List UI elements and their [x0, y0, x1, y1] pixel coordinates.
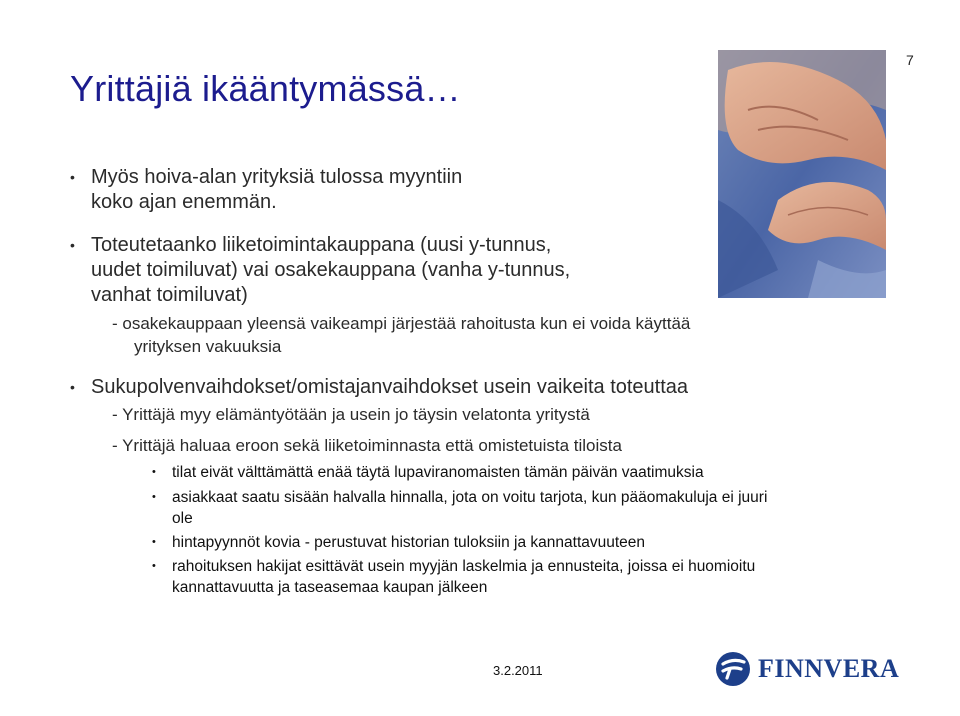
bullet-dot: • [152, 466, 156, 478]
bullet-text-line: Myös hoiva-alan yrityksiä tulossa myyntiin [91, 166, 463, 188]
bullet-dot: • [152, 560, 156, 572]
finnvera-logo [716, 648, 900, 688]
bullet-text-line: koko ajan enemmän. [91, 191, 277, 213]
slide-title: Yrittäjiä ikääntymässä… [70, 68, 461, 109]
photo-hands [718, 50, 886, 298]
sub-bullet-text: tilat eivät välttämättä enää täytä lupaviranomaisten tämän päivän vaatimuksia [172, 464, 704, 481]
bullet-dot: • [152, 536, 156, 548]
bullet-text-line: Sukupolvenvaihdokset/omistajanvaihdokset usein vaikeita toteuttaa [91, 376, 689, 398]
bullet-text-line: uudet toimiluvat) vai osakekauppana (vanha y-tunnus, [91, 259, 571, 281]
sub-item: - Yrittäjä haluaa eroon sekä liiketoiminnasta että omistetuista tiloista [112, 436, 622, 455]
bullet-text-line: Toteutetaanko liiketoimintakauppana (uusi y-tunnus, [91, 234, 552, 256]
slide-date: 3.2.2011 [493, 663, 543, 678]
sub-item-continued: yrityksen vakuuksia [134, 337, 282, 356]
bullet-dot: • [70, 169, 75, 185]
sub-bullet-text: ole [172, 510, 193, 527]
sub-bullet-text: hintapyynnöt kovia - perustuvat historian tuloksiin ja kannattavuuteen [172, 534, 646, 551]
sub-item: - Yrittäjä myy elämäntyötään ja usein jo täysin velatonta yritystä [112, 405, 590, 424]
bullet-dot: • [152, 491, 156, 503]
page-number: 7 [906, 52, 914, 68]
sub-item: - osakekauppaan yleensä vaikeampi järjestää rahoitusta kun ei voida käyttää [112, 314, 691, 333]
sub-bullet-text: kannattavuutta ja taseasemaa kaupan jälkeen [172, 579, 488, 596]
bullet-dot: • [70, 237, 75, 253]
finnvera-logo-icon [716, 652, 750, 686]
logo-text: FINNVERA [758, 654, 900, 683]
bullet-dot: • [70, 379, 75, 395]
sub-bullet-text: asiakkaat saatu sisään halvalla hinnalla, jota on voitu tarjota, kun pääomakuluja ei juuri [172, 489, 768, 506]
bullet-text-line: vanhat toimiluvat) [91, 284, 248, 306]
sub-bullet-text: rahoituksen hakijat esittävät usein myyjän laskelmia ja ennusteita, joissa ei huomioitu [172, 558, 756, 575]
